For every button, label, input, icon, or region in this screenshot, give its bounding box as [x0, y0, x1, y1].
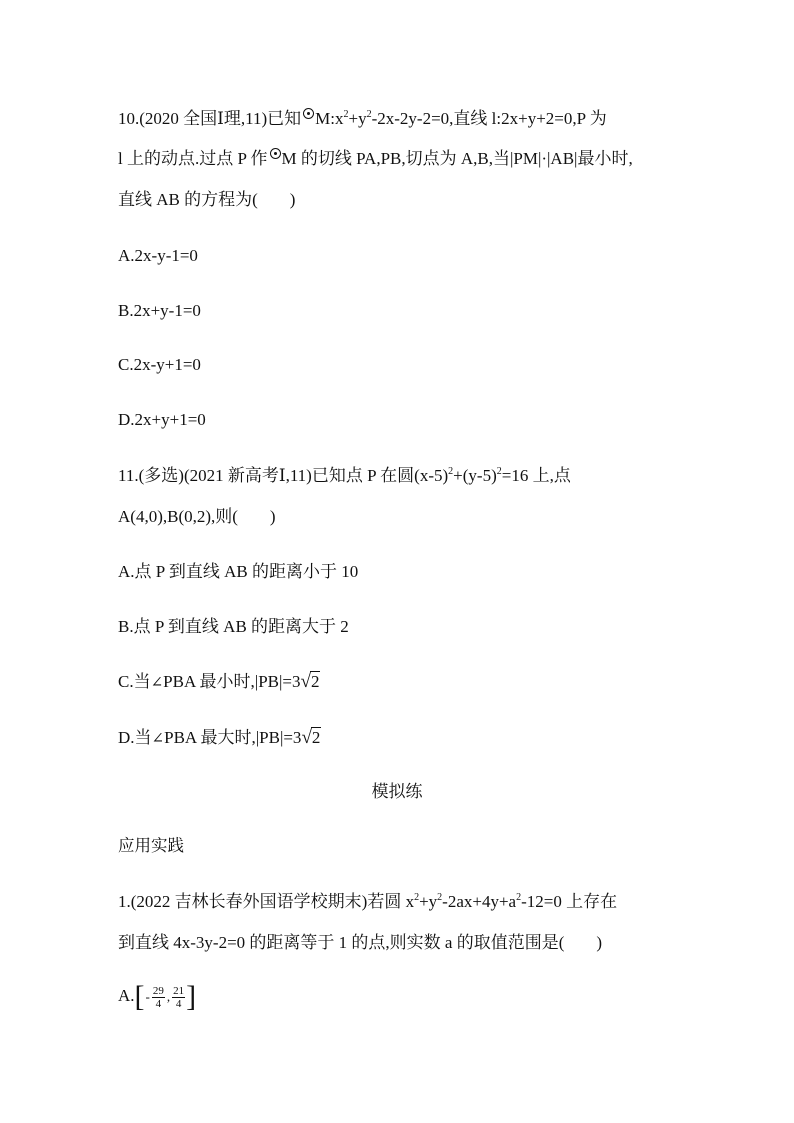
q1-line-2: 到直线 4x-3y-2=0 的距离等于 1 的点,则实数 a 的取值范围是( ) [118, 933, 603, 952]
q10-line-1: 10.(2020 全国Ⅰ理,11)已知 $M:x^2+y^2-2x-2y-2=0$,直线 l:2x+y+2=0,P 为 [118, 109, 607, 128]
square-root: √2 [301, 727, 321, 748]
q10-line-2: l 上的动点.过点 P 作 M 的切线 PA,PB,切点为 A,B,当|PM|·|AB|最小时, [118, 149, 633, 168]
section-title: 模拟练 [371, 782, 423, 801]
q10-option-b: B.2x+y-1=0 [118, 301, 201, 320]
q1-line-1: 1.(2022 吉林长春外国语学校期末)若圆 $x^2+y^2-2ax+4y+a^2-12=0$ 上存在 [118, 892, 618, 911]
q1-option-a: A. [ - $\frac{29}{4}$ , $\frac{21}{4}$ ] [118, 980, 197, 1013]
q11-option-b: B.点 P 到直线 AB 的距离大于 2 [118, 617, 349, 636]
square-root: √2 [300, 671, 320, 692]
q11-option-d: D.当∠PBA 最大时,|PB|=3√2 [118, 727, 321, 748]
q10-option-d: D.2x+y+1=0 [118, 410, 206, 429]
fraction: $\frac{29}{4}$ [152, 984, 164, 1010]
fraction: $\frac{21}{4}$ [173, 984, 185, 1010]
q11-option-c: C.当∠PBA 最小时,|PB|=3√2 [118, 671, 320, 692]
q10-option-c: C.2x-y+1=0 [118, 355, 201, 374]
circle-dot-icon [303, 108, 314, 119]
subsection-title: 应用实践 [118, 836, 184, 855]
circle-dot-icon [270, 148, 281, 159]
q11-line-2: A(4,0),B(0,2),则( ) [118, 507, 276, 526]
q11-option-a: A.点 P 到直线 AB 的距离小于 10 [118, 562, 359, 581]
interval: [ - $\frac{29}{4}$ , $\frac{21}{4}$ ] [134, 980, 197, 1013]
angle-icon: ∠ [151, 731, 165, 747]
q10-line-3: 直线 AB 的方程为( ) [118, 190, 296, 209]
q11-line-1: 11.(多选)(2021 新高考Ⅰ,11)已知点 P 在圆$(x-5)^2+(y-5)^2=16$ 上,点 [118, 466, 571, 485]
q10-option-a: A.2x-y-1=0 [118, 246, 198, 265]
angle-icon: ∠ [150, 675, 164, 691]
